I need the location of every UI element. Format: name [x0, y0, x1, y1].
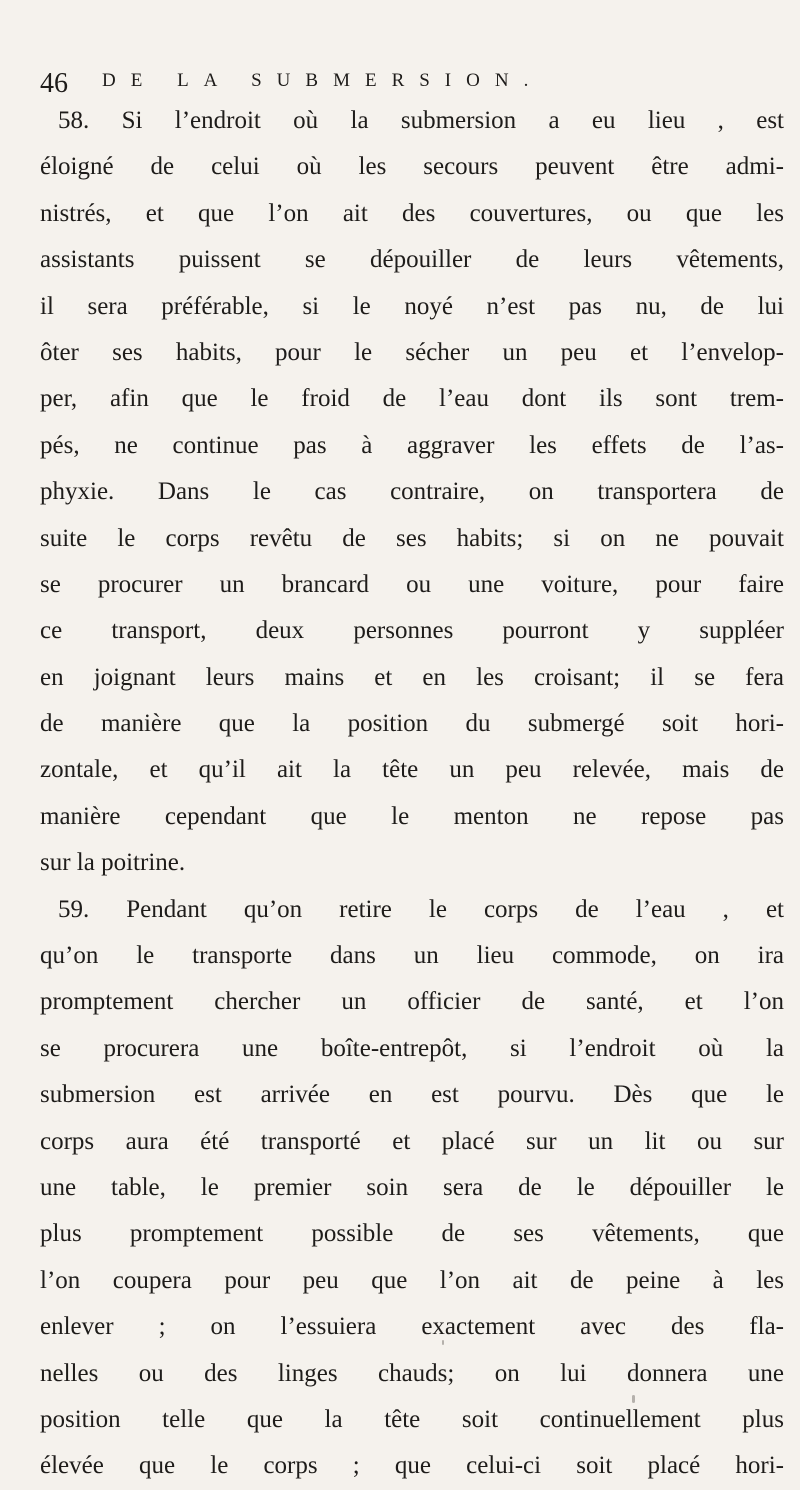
page-number: 46	[40, 68, 68, 99]
text-line: position telle que la tête soit continuellement plus	[40, 1405, 784, 1433]
text-line: zontale, et qu’il ait la tête un peu relevée, mais de	[40, 756, 784, 784]
text-line: suite le corps revêtu de ses habits; si on ne pouvait	[40, 524, 784, 552]
text-line: en joignant leurs mains et en les croisant; il se fera	[40, 663, 784, 691]
text-line: élevée que le corps ; que celui-ci soit placé hori-	[40, 1452, 784, 1480]
text-line: se procurera une boîte-entrepôt, si l’endroit où la	[40, 1034, 784, 1062]
text-line: per, afin que le froid de l’eau dont ils sont trem-	[40, 385, 784, 413]
text-line: assistants puissent se dépouiller de leurs vêtements,	[40, 246, 784, 274]
text-line: nelles ou des linges chauds; on lui donnera une	[40, 1359, 784, 1387]
text-line: plus promptement possible de ses vêtements, que	[40, 1220, 784, 1248]
text-line: se procurer un brancard ou une voiture, pour faire	[40, 570, 784, 598]
text-line: de manière que la position du submergé soit hori-	[40, 710, 784, 738]
text-line: il sera préférable, si le noyé n’est pas nu, de lui	[40, 292, 784, 320]
paper-speck	[632, 1395, 635, 1403]
text-line: qu’on le transporte dans un lieu commode, on ira	[40, 942, 784, 970]
text-line: éloigné de celui où les secours peuvent être admi-	[40, 153, 784, 181]
text-line: 59. Pendant qu’on retire le corps de l’eau , et	[58, 895, 784, 923]
text-line: corps aura été transporté et placé sur un lit ou sur	[40, 1127, 784, 1155]
text-line: enlever ; on l’essuiera exactement avec des fla-	[40, 1313, 784, 1341]
running-title: DE LA SUBMERSION.	[102, 70, 544, 91]
text-line: promptement chercher un officier de santé, et l’on	[40, 988, 784, 1016]
text-line: ôter ses habits, pour le sécher un peu et l’envelop-	[40, 338, 784, 366]
text-line: ce transport, deux personnes pourront y suppléer	[40, 617, 784, 645]
text-line: pés, ne continue pas à aggraver les effets de l’as-	[40, 431, 784, 459]
text-line: l’on coupera pour peu que l’on ait de peine à les	[40, 1266, 784, 1294]
paper-speck	[442, 1340, 444, 1345]
text-line: 58. Si l’endroit où la submersion a eu lieu , est	[58, 107, 784, 134]
body-text	[40, 98, 784, 1490]
text-line: nistrés, et que l’on ait des couvertures, ou que les	[40, 199, 784, 227]
text-line: une table, le premier soin sera de le dépouiller le	[40, 1173, 784, 1201]
text-line: submersion est arrivée en est pourvu. Dès que le	[40, 1081, 784, 1109]
text-line: sur la poitrine.	[40, 849, 186, 877]
text-line: manière cependant que le menton ne repose pas	[40, 802, 784, 830]
text-line: phyxie. Dans le cas contraire, on transportera de	[40, 478, 784, 506]
